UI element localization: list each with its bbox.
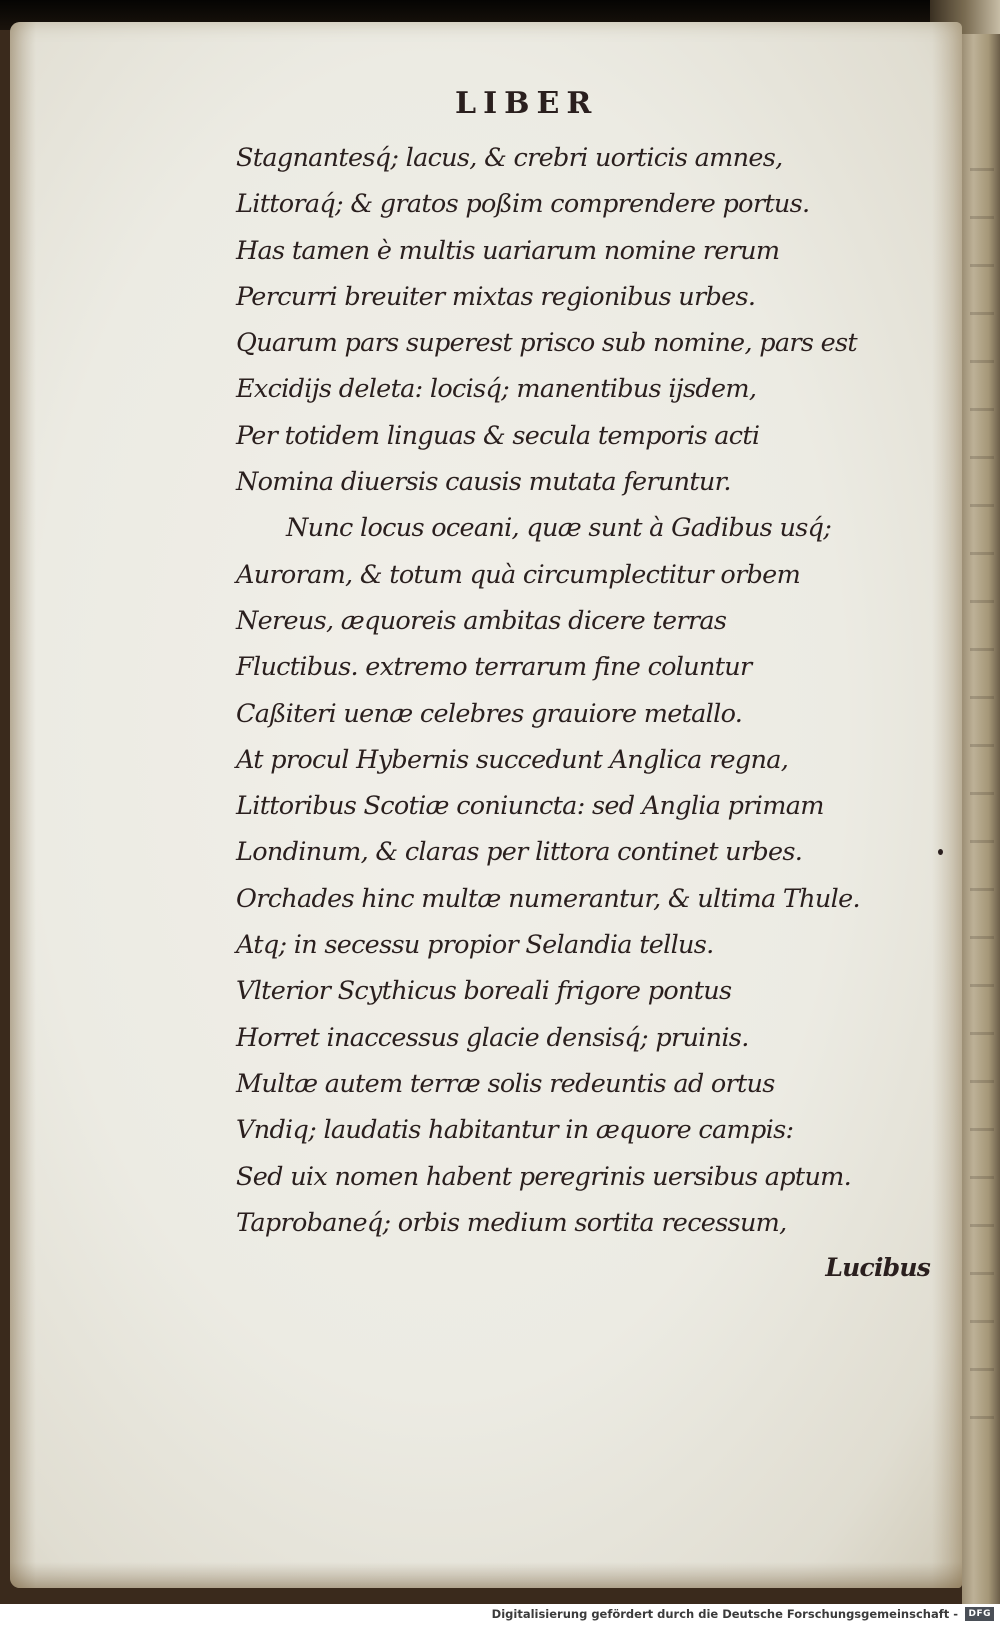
verse-line: Percurri breuiter mixtas regionibus urbes. [236,281,756,312]
verse-line: Nereus, æquoreis ambitas dicere terras [236,605,727,636]
verse-line: Has tamen è multis uariarum nomine rerum [236,235,780,266]
digitization-credit-bar [0,1604,1000,1626]
page-shadow-bottom [10,1562,962,1588]
verse-line: Littoribus Scotiæ coniuncta: sed Anglia primam [236,791,824,822]
verse-line: Excidijs deleta: locisq́; manentibus ijsdem, [236,374,757,405]
verse-line: Fluctibus. extremo terrarum fine coluntur [236,652,752,683]
funding-credit: Digitalisierung gefördert durch die Deutsche Forschungsgemeinschaft - [491,1607,958,1621]
verse-line: Multæ autem terræ solis redeuntis ad ortus [236,1068,775,1099]
facing-page-show-through [970,130,994,1430]
verse-line: Taprobaneq́; orbis medium sortita recessum, [236,1207,787,1238]
ink-speck [938,849,943,855]
verse-list [236,135,936,1246]
verse-line: Orchades hinc multæ numerantur, & ultima Thule. [236,883,860,914]
verse-line: Atq; in secessu propior Selandia tellus. [236,930,714,961]
book-right-edge [962,0,1000,1604]
verse-line: Vlterior Scythicus boreali frigore pontus [236,976,732,1007]
verse-line: Auroram, & totum quà circumplectitur orbem [236,559,801,590]
verse-line: Londinum, & claras per littora continet urbes. [236,837,803,868]
verse-line: Caßiteri uenæ celebres grauiore metallo. [236,698,743,729]
book-page [10,22,962,1588]
verse-line: Per totidem linguas & secula temporis acti [236,420,760,451]
verse-line: Horret inaccessus glacie densisq́; pruinis. [236,1022,749,1053]
dfg-logo: DFG [965,1607,994,1621]
verse-line: At procul Hybernis succedunt Anglica regna, [236,744,789,775]
page-shadow-left [10,22,36,1588]
page-shadow-right [932,22,962,1588]
verse-line-indented: Nunc locus oceani, quæ sunt à Gadibus usq́; [286,513,832,544]
verse-line: Stagnantesq́; lacus, & crebri uorticis amnes, [236,143,783,173]
verse-line: Nomina diuersis causis mutata feruntur. [236,467,731,498]
verse-line: Littoraq́; & gratos poßim comprendere portus. [236,189,810,220]
verse-line: Vndiq; laudatis habitantur in æquore campis: [236,1115,794,1146]
verse-line: Sed uix nomen habent peregrinis uersibus aptum. [236,1161,852,1192]
running-head: LIBER [455,86,599,121]
verse-line: Quarum pars superest prisco sub nomine, pars est [236,328,857,359]
catchword: Lucibus [825,1253,930,1282]
